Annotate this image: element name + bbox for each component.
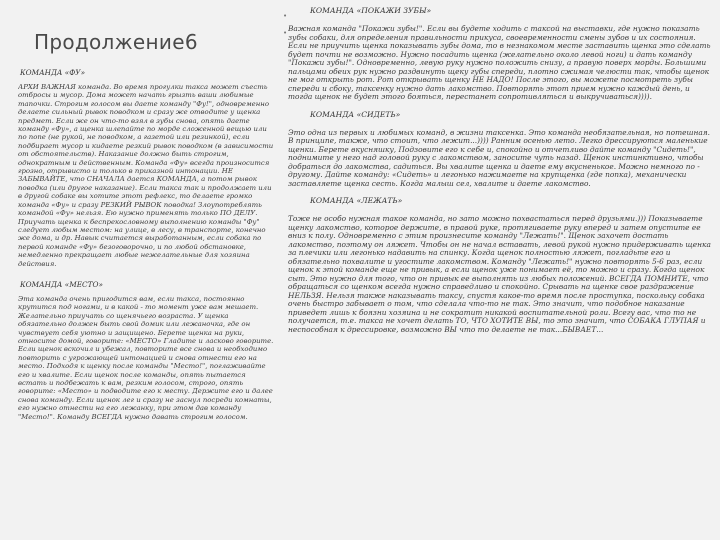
bullet-icon: • [283, 29, 288, 37]
paragraph-pokazhi-zuby: Важная команда "Покажи зубы!". Если вы будете ходить с таксой на выставки, где нужно показать зубы собаки, для определения правильности прикуса, своевременности смены зубов и их состояния. Если не приучить щенка показывать зубы дома, то в незнакомом месте заставить щенка это сделать будет почти не возможно. Нужно посадить щенка (желательно около левой ноги) и дать команду "Покажи зубы!". Одновременно, левую руку нужно положить снизу, а правую поверх морды. Большими пальцами обеих рук нужно раздвинуть щеку губы спереди, плотно сжимая челюсти так, чтобы щенок не мог открыть рот. Рот открывать щенку НЕ НАДО! После этого, вы можете посмотреть зубы спереди и сбоку, таксенку нужно дать лакомство. Повторять этот прием нужно каждый день, и тогда щенок не будет этого бояться, перестанет сопротивляться и выкручиваться)))). [288, 24, 711, 101]
paragraph-lezhat: Тоже не особо нужная такое команда, но зато можно похвастаться перед друзьями.))) Показываете щенку лакомство, которое держите, в правой руке, протягиваете руку вперед и затем опустите ее вниз к полу. Одновременно с этим произнесите команду "Лежать!". Щенок захочет достать лакомство, поэтому он ляжет. Чтобы он не начал вставать, левой рукой нужно придерживать щенка за плечики или легонько надавить на спинку. Когда щенок полностью ляжет, погладьте его и обязательно похвалите и угостите лакомством. Команду "Лежать!" нужно повторять 5-6 раз, если щенок к этой команде еще не привык, а если щенок уже понимает её, то можно и сразу. Когда щенок сыт. Это нужно для того, что он привык ее выполнять из любых положений. ВСЕГДА ПОМНИТЕ, что обращаться со щенком всегда нужно справедливо и спокойно. Срывать на щенке свое раздражение НЕЛЬЗЯ. Нельзя также наказывать таксу, спустя какое-то время после проступка, поскольку собака очень быстро забывает о том, что сделала что-то не так. Это значит, что подобное наказание приведет лишь к боязни хозяина и не сократит никакой воспитательной роли. Всегу вас, что то не получается, т.е. такса не хочет делать ТО, ЧТО ХОТИТЕ ВЫ, то это значит, что СОБАКА ГЛУПАЯ и неспособная к дрессировке, возможно ВЫ что то делаете не так...БЫВАЕТ... [288, 214, 711, 334]
page-title: Продолжение6 [34, 30, 198, 54]
heading-pokazhi-zuby: КОМАНДА «ПОКАЖИ ЗУБЫ» [310, 6, 432, 15]
paragraph-sidet: Это одна из первых и любимых команд, в жизни таксенка. Это команда необязательная, но потешная. В принципе, также, что стоит, что лежит...)))) Ранним осенью лето. Легко дрессируются маленькие щенки. Берете вкусняшку, Подзовите его к себе и, спокойно и отчетливо дайте команду "Сидеть!", поднимите у него над головой руку с лакомством, заносите чуть назад. Щенок инстинктивно, чтобы добраться до лакомства, садиться. Вы хвалите щенка и даете ему вкусненькое. Можно немного по - другому. Дайте команду: «Сидеть» и легонько нажимаете на крупщенка (где попка), механически заставляете щенка сесть. Когда малыш сел, хвалите и даете лакомство. [288, 127, 710, 188]
heading-fu: КОМАНДА «ФУ» [20, 68, 86, 77]
paragraph-mesto: Эта команда очень пригодится вам, если такса, постоянно крутится под ногами, и в какой - то момент уже вам мешает. Желательно приучать со щенячьего возраста. У щенка обязательно должен быть свой домик или лежаночка, где он чувствует себя уютно и защищено. Берете щенка на руки, относите домой, говорите: «МЕСТО» Гладите и ласково говорите. Если щенок вскочил и убежал, повторите все снова и необходимо повторить с угрожающей интонацией и снова отнести его на место. Подходя к щенку после команды "Место!", поглаживайте его и хвалите. Если щенок после команды, опять пытается встать и подбежать к вам, резким голосом, строго, опять говорите: «Место» и подводите его к месту. Держите его и далее снова команду. Если щенок лег и сразу не заснул посреди комнаты, его нужно отнести на его лежанку, при этом дав команду "Место!". Команду ВСЕГДА нужно давать строгим голосом. [18, 294, 274, 421]
heading-sidet: КОМАНДА «СИДЕТЬ» [310, 109, 401, 119]
heading-lezhat: КОМАНДА «ЛЕЖАТЬ» [310, 196, 403, 205]
paragraph-fu: АРХИ ВАЖНАЯ команда. Во время прогулки такса может съесть отбросы и мусор. Дома может начать грызть ваши любимые тапочки. Строгим голосом вы даете команду "Фу!", одновременно делаете сильный рывок поводком и сразу же отводите у щенка предмет. Если же он что-то взял в зубы снова, опять даете команду «Фу», а щенка шлепайте по морде сложенной вещью или по попе (не рукой, не поводком, а газетой или резинкой), если подбирает мусор и кидаете резкий рывок поводком (в зависимости от обстоятельств). Наказание должно быть строгим, однократным и действенным. Команда «Фу» всегда произносится грозно, отрывисто и только в приказной интонации. НЕ ЗАБЫВАЙТЕ, что СНАЧАЛА дается КОМАНДА, а потом рывок поводка (или другое наказание). Если такса так и продолжает или в другой собаке вы хотите этот рефлекс, то делаете громко команда «Фу» и сразу РЕЗКИЙ РЫВОК поводка! Злоупотреблять командой «Фу» нельзя. Ею нужно применять только ПО ДЕЛУ. Приучать щенка к беспрекословному выполнению команды "Фу" следует любым местом: на улице, в лесу, в транспорте, конечно же дома, и др. Навык считается выработанным, если собака по первой команде «Фу» безоговорочно, и по любой обстановке, немедленно прекращает любые нежелательные для хозяина действия. [18, 83, 274, 268]
left-column [18, 22, 276, 532]
heading-mesto: КОМАНДА «МЕСТО» [20, 279, 103, 289]
right-column [288, 6, 716, 536]
bullet-icon: • [283, 12, 288, 20]
